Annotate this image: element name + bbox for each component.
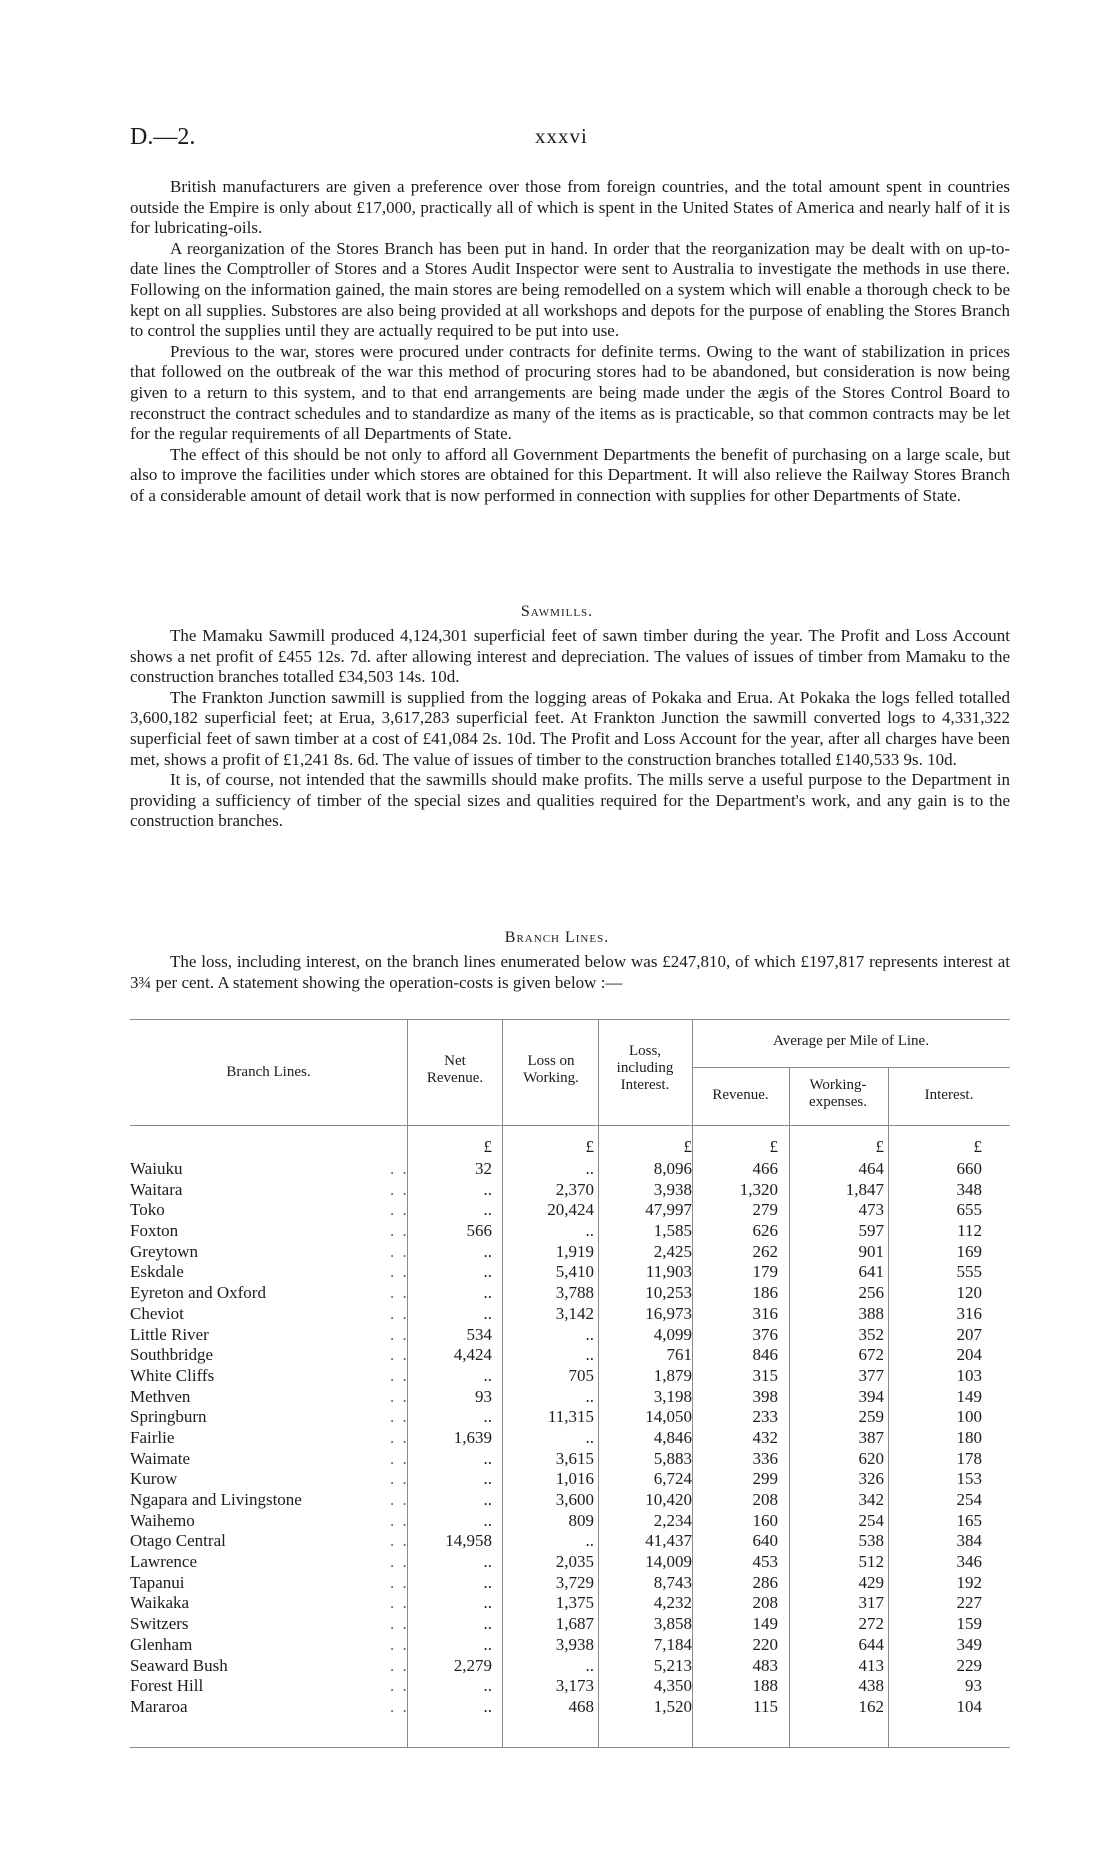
branch-name: Otago Central — [130, 1531, 226, 1551]
loss-on-working-value: 1,016 — [555, 1469, 594, 1489]
revenue-per-mile-value: 279 — [752, 1200, 778, 1220]
table-row — [130, 1635, 1010, 1656]
loss-including-interest-value: 2,425 — [653, 1241, 692, 1261]
net-revenue-value: .. — [483, 1365, 492, 1385]
loss-including-interest-value: 47,997 — [645, 1200, 692, 1220]
stores-section — [130, 177, 1010, 507]
table-body — [130, 1159, 1010, 1718]
net-revenue-value: .. — [483, 1696, 492, 1716]
unit-symbol: £ — [483, 1137, 492, 1156]
revenue-per-mile-value: 483 — [752, 1655, 778, 1675]
working-expenses-per-mile-value: 254 — [858, 1510, 884, 1530]
loss-on-working-value: 809 — [568, 1510, 594, 1530]
loss-on-working-value: 1,687 — [555, 1614, 594, 1634]
loss-including-interest-value: 41,437 — [645, 1531, 692, 1551]
working-expenses-per-mile-value: 162 — [858, 1696, 884, 1716]
branch-lines-table — [130, 1019, 1010, 1759]
header-interest: Interest. — [924, 1087, 974, 1103]
leader-dots: . . — [390, 1324, 409, 1344]
leader-dots: . . — [390, 1490, 409, 1509]
net-revenue-value: 4,424 — [453, 1345, 492, 1365]
loss-including-interest-value: 1,585 — [653, 1221, 692, 1241]
header-loss-on-working: Loss on Working. — [523, 1053, 579, 1086]
loss-including-interest-value: 14,050 — [645, 1407, 692, 1427]
net-revenue-value: .. — [483, 1469, 492, 1489]
interest-per-mile-value: 192 — [956, 1572, 982, 1592]
loss-including-interest-value: 3,938 — [653, 1179, 692, 1199]
table-row — [130, 1428, 1010, 1449]
paragraph: A reorganization of the Stores Branch has been put in hand. In order that the reorganization may be dealt with on up-to-date lines the Comptroller of Stores and a Stores Audit Inspector were sent to Australia to investigate the methods in use there. Following on the information gained, the main stores are being remodelled on a system which will enable a thorough check to be kept on all supplies. Substores are also being provided at all workshops and depots for the purpose of enabling the Stores Branch to control the supplies until they are actually required to be put into use. — [130, 238, 1010, 341]
table-row — [130, 1469, 1010, 1490]
sawmills-section — [130, 626, 1010, 832]
leader-dots: . . — [390, 1572, 409, 1592]
leader-dots: . . — [390, 1241, 409, 1261]
unit-symbol: £ — [875, 1137, 884, 1156]
interest-per-mile-value: 169 — [956, 1241, 982, 1261]
loss-including-interest-value: 11,903 — [645, 1262, 692, 1282]
branch-name: Springburn — [130, 1407, 207, 1427]
revenue-per-mile-value: 299 — [752, 1469, 778, 1489]
loss-including-interest-value: 8,096 — [653, 1159, 692, 1178]
interest-per-mile-value: 100 — [956, 1407, 982, 1427]
working-expenses-per-mile-value: 672 — [858, 1345, 884, 1365]
net-revenue-value: .. — [483, 1510, 492, 1530]
working-expenses-per-mile-value: 326 — [858, 1469, 884, 1489]
revenue-per-mile-value: 186 — [752, 1283, 778, 1303]
revenue-per-mile-value: 1,320 — [739, 1179, 778, 1199]
net-revenue-value: .. — [483, 1676, 492, 1696]
working-expenses-per-mile-value: 317 — [858, 1593, 884, 1613]
loss-including-interest-value: 10,253 — [645, 1283, 692, 1303]
branch-name: Eskdale — [130, 1262, 184, 1282]
revenue-per-mile-value: 640 — [752, 1531, 778, 1551]
interest-per-mile-value: 178 — [956, 1448, 982, 1468]
loss-on-working-value: .. — [585, 1427, 594, 1447]
table-row — [130, 1573, 1010, 1594]
leader-dots: . . — [390, 1593, 409, 1613]
branch-name: Waimate — [130, 1448, 190, 1468]
loss-including-interest-value: 3,858 — [653, 1614, 692, 1634]
loss-on-working-value: 3,615 — [555, 1448, 594, 1468]
table-row — [130, 1676, 1010, 1697]
branch-name: Fairlie — [130, 1427, 175, 1447]
net-revenue-value: 534 — [466, 1324, 492, 1344]
loss-on-working-value: .. — [585, 1159, 594, 1178]
branch-name: Waiuku — [130, 1159, 183, 1178]
loss-including-interest-value: 10,420 — [645, 1490, 692, 1509]
loss-on-working-value: 1,919 — [555, 1241, 594, 1261]
leader-dots: . . — [390, 1676, 409, 1696]
working-expenses-per-mile-value: 259 — [858, 1407, 884, 1427]
net-revenue-value: .. — [483, 1593, 492, 1613]
loss-on-working-value: 468 — [568, 1696, 594, 1716]
net-revenue-value: 566 — [466, 1221, 492, 1241]
net-revenue-value: .. — [483, 1200, 492, 1220]
leader-dots: . . — [390, 1427, 409, 1447]
revenue-per-mile-value: 233 — [752, 1407, 778, 1427]
net-revenue-value: 14,958 — [445, 1531, 492, 1551]
net-revenue-value: .. — [483, 1490, 492, 1509]
table-row — [130, 1242, 1010, 1263]
revenue-per-mile-value: 208 — [752, 1593, 778, 1613]
interest-per-mile-value: 180 — [956, 1427, 982, 1447]
working-expenses-per-mile-value: 342 — [858, 1490, 884, 1509]
leader-dots: . . — [390, 1614, 409, 1634]
loss-including-interest-value: 2,234 — [653, 1510, 692, 1530]
revenue-per-mile-value: 208 — [752, 1490, 778, 1509]
net-revenue-value: 93 — [475, 1386, 492, 1406]
document-reference: D.—2. — [130, 124, 196, 150]
leader-dots: . . — [390, 1365, 409, 1385]
loss-on-working-value: .. — [585, 1531, 594, 1551]
table-row — [130, 1387, 1010, 1408]
header-bottom-rule — [130, 1125, 1010, 1126]
header-loss-including-interest: Loss, including Interest. — [616, 1043, 674, 1093]
working-expenses-per-mile-value: 394 — [858, 1386, 884, 1406]
working-expenses-per-mile-value: 413 — [858, 1655, 884, 1675]
table-row — [130, 1325, 1010, 1346]
branch-name: Toko — [130, 1200, 165, 1220]
branch-name: Forest Hill — [130, 1676, 204, 1696]
loss-including-interest-value: 5,883 — [653, 1448, 692, 1468]
branch-name: Methven — [130, 1386, 191, 1406]
branch-name: Ngapara and Livingstone — [130, 1490, 302, 1509]
working-expenses-per-mile-value: 388 — [858, 1303, 884, 1323]
working-expenses-per-mile-value: 901 — [858, 1241, 884, 1261]
branch-name: Switzers — [130, 1614, 189, 1634]
revenue-per-mile-value: 846 — [752, 1345, 778, 1365]
loss-on-working-value: 3,938 — [555, 1634, 594, 1654]
loss-including-interest-value: 1,879 — [653, 1365, 692, 1385]
header-working-expenses: Working-expenses. — [809, 1077, 867, 1110]
revenue-per-mile-value: 115 — [753, 1696, 778, 1716]
interest-per-mile-value: 159 — [956, 1614, 982, 1634]
net-revenue-value: 32 — [475, 1159, 492, 1178]
paragraph: The loss, including interest, on the branch lines enumerated below was £247,810, of which £197,817 represents interest at 3¾ per cent. A statement showing the operation-costs is given below :— — [130, 952, 1010, 992]
branch-name: Mararoa — [130, 1696, 188, 1716]
loss-on-working-value: 3,729 — [555, 1572, 594, 1592]
unit-symbol: £ — [585, 1137, 594, 1156]
unit-symbol: £ — [769, 1137, 778, 1156]
table-top-rule — [130, 1019, 1010, 1020]
branch-name: Tapanui — [130, 1572, 185, 1592]
working-expenses-per-mile-value: 538 — [858, 1531, 884, 1551]
branch-name: Southbridge — [130, 1345, 214, 1365]
table-row — [130, 1697, 1010, 1718]
header-average-per-mile: Average per Mile of Line. — [773, 1033, 929, 1049]
paragraph: It is, of course, not intended that the sawmills should make profits. The mills serve a useful purpose to the Department in providing a sufficiency of timber of the special sizes and qualities required for the Department's work, and any gain is to the construction branches. — [130, 770, 1010, 831]
table-bottom-rule — [130, 1747, 1010, 1748]
interest-per-mile-value: 229 — [956, 1655, 982, 1675]
interest-per-mile-value: 349 — [956, 1634, 982, 1654]
net-revenue-value: .. — [483, 1407, 492, 1427]
revenue-per-mile-value: 179 — [752, 1262, 778, 1282]
interest-per-mile-value: 165 — [956, 1510, 982, 1530]
loss-on-working-value: 705 — [568, 1365, 594, 1385]
branch-name: Foxton — [130, 1221, 179, 1241]
paragraph: The Mamaku Sawmill produced 4,124,301 superficial feet of sawn timber during the year. The Profit and Loss Account shows a net profit of £455 12s. 7d. after allowing interest and depreciation. The values of issues of timber from Mamaku to the construction branches totalled £34,503 14s. 10d. — [130, 626, 1010, 687]
interest-per-mile-value: 348 — [956, 1179, 982, 1199]
loss-on-working-value: .. — [585, 1324, 594, 1344]
branch-name: Cheviot — [130, 1303, 184, 1323]
net-revenue-value: .. — [483, 1572, 492, 1592]
table-row — [130, 1593, 1010, 1614]
branch-name: Little River — [130, 1324, 209, 1344]
interest-per-mile-value: 104 — [956, 1696, 982, 1716]
revenue-per-mile-value: 336 — [752, 1448, 778, 1468]
branch-lines-heading: Branch Lines. — [504, 929, 610, 946]
leader-dots: . . — [390, 1552, 409, 1572]
table-row — [130, 1511, 1010, 1532]
revenue-per-mile-value: 432 — [752, 1427, 778, 1447]
net-revenue-value: 2,279 — [453, 1655, 492, 1675]
interest-per-mile-value: 346 — [956, 1552, 982, 1572]
revenue-per-mile-value: 466 — [752, 1159, 778, 1178]
revenue-per-mile-value: 286 — [752, 1572, 778, 1592]
interest-per-mile-value: 112 — [957, 1221, 982, 1241]
leader-dots: . . — [390, 1634, 409, 1654]
revenue-per-mile-value: 160 — [752, 1510, 778, 1530]
interest-per-mile-value: 204 — [956, 1345, 982, 1365]
leader-dots: . . — [390, 1159, 409, 1178]
leader-dots: . . — [390, 1655, 409, 1675]
working-expenses-per-mile-value: 387 — [858, 1427, 884, 1447]
net-revenue-value: .. — [483, 1448, 492, 1468]
interest-per-mile-value: 655 — [956, 1200, 982, 1220]
loss-on-working-value: .. — [585, 1221, 594, 1241]
table-row — [130, 1366, 1010, 1387]
branch-lines-intro — [130, 952, 1010, 993]
table-row — [130, 1200, 1010, 1221]
sawmills-heading: Sawmills. — [520, 603, 594, 620]
interest-per-mile-value: 207 — [956, 1324, 982, 1344]
working-expenses-per-mile-value: 473 — [858, 1200, 884, 1220]
net-revenue-value: .. — [483, 1241, 492, 1261]
net-revenue-value: .. — [483, 1552, 492, 1572]
working-expenses-per-mile-value: 352 — [858, 1324, 884, 1344]
loss-including-interest-value: 761 — [666, 1345, 692, 1365]
revenue-per-mile-value: 149 — [752, 1614, 778, 1634]
header-net-revenue: Net Revenue. — [426, 1053, 484, 1086]
loss-including-interest-value: 14,009 — [645, 1552, 692, 1572]
table-row — [130, 1180, 1010, 1201]
branch-name: Eyreton and Oxford — [130, 1283, 266, 1303]
table-row — [130, 1614, 1010, 1635]
branch-name: Waitara — [130, 1179, 183, 1199]
loss-on-working-value: 3,173 — [555, 1676, 594, 1696]
table-row — [130, 1159, 1010, 1180]
interest-per-mile-value: 660 — [956, 1159, 982, 1178]
leader-dots: . . — [390, 1221, 409, 1241]
net-revenue-value: 1,639 — [453, 1427, 492, 1447]
interest-per-mile-value: 149 — [956, 1386, 982, 1406]
net-revenue-value: .. — [483, 1634, 492, 1654]
loss-on-working-value: 1,375 — [555, 1593, 594, 1613]
net-revenue-value: .. — [483, 1262, 492, 1282]
interest-per-mile-value: 384 — [956, 1531, 982, 1551]
net-revenue-value: .. — [483, 1179, 492, 1199]
unit-symbol: £ — [973, 1137, 982, 1156]
branch-name: Waihemo — [130, 1510, 195, 1530]
revenue-per-mile-value: 453 — [752, 1552, 778, 1572]
loss-including-interest-value: 8,743 — [653, 1572, 692, 1592]
leader-dots: . . — [390, 1200, 409, 1220]
working-expenses-per-mile-value: 512 — [858, 1552, 884, 1572]
working-expenses-per-mile-value: 377 — [858, 1365, 884, 1385]
working-expenses-per-mile-value: 620 — [858, 1448, 884, 1468]
branch-name: Kurow — [130, 1469, 178, 1489]
loss-on-working-value: .. — [585, 1386, 594, 1406]
loss-on-working-value: 5,410 — [555, 1262, 594, 1282]
branch-name: Seaward Bush — [130, 1655, 228, 1675]
working-expenses-per-mile-value: 641 — [858, 1262, 884, 1282]
leader-dots: . . — [390, 1407, 409, 1427]
interest-per-mile-value: 316 — [956, 1303, 982, 1323]
page-number: xxxvi — [535, 124, 588, 148]
paragraph: The Frankton Junction sawmill is supplied from the logging areas of Pokaka and Erua. At Pokaka the logs felled totalled 3,600,182 superficial feet; at Erua, 3,617,283 superficial feet. At Frankton Junction the sawmill converted logs to 4,331,322 superficial feet of sawn timber at a cost of £41,084 2s. 10d. The Profit and Loss Account for the year, after all charges have been met, shows a profit of £1,241 8s. 6d. The value of issues of timber to the construction branches totalled £140,533 9s. 10d. — [130, 687, 1010, 769]
table-row — [130, 1262, 1010, 1283]
leader-dots: . . — [390, 1283, 409, 1303]
interest-per-mile-value: 227 — [956, 1593, 982, 1613]
loss-on-working-value: 3,600 — [555, 1490, 594, 1509]
working-expenses-per-mile-value: 256 — [858, 1283, 884, 1303]
loss-including-interest-value: 4,350 — [653, 1676, 692, 1696]
paragraph: Previous to the war, stores were procured under contracts for definite terms. Owing to the want of stabilization in prices that followed on the outbreak of the war this method of procuring stores had to be abandoned, but consideration is now being given to a return to this system, and to that end arrangements are being made under the ægis of the Stores Control Board to reconstruct the contract schedules and to standardize as many of the items as is practicable, so that common contracts may be let for the regular requirements of all Departments of State. — [130, 341, 1010, 444]
interest-per-mile-value: 93 — [965, 1676, 982, 1696]
loss-including-interest-value: 1,520 — [653, 1696, 692, 1716]
branch-name: Glenham — [130, 1634, 193, 1654]
interest-per-mile-value: 120 — [956, 1283, 982, 1303]
revenue-per-mile-value: 188 — [752, 1676, 778, 1696]
branch-name: Greytown — [130, 1241, 198, 1261]
table-row — [130, 1283, 1010, 1304]
header-branch-lines: Branch Lines. — [226, 1064, 311, 1080]
loss-including-interest-value: 3,198 — [653, 1386, 692, 1406]
table-row — [130, 1449, 1010, 1470]
loss-including-interest-value: 6,724 — [653, 1469, 692, 1489]
loss-including-interest-value: 16,973 — [645, 1303, 692, 1323]
loss-on-working-value: .. — [585, 1345, 594, 1365]
interest-per-mile-value: 103 — [956, 1365, 982, 1385]
table-row — [130, 1531, 1010, 1552]
revenue-per-mile-value: 262 — [752, 1241, 778, 1261]
table-row — [130, 1490, 1010, 1511]
paragraph: British manufacturers are given a preference over those from foreign countries, and the total amount spent in countries outside the Empire is only about £17,000, practically all of which is spent in the United States of America and nearly half of it is for lubricating-oils. — [130, 177, 1010, 238]
revenue-per-mile-value: 220 — [752, 1634, 778, 1654]
loss-on-working-value: 2,370 — [555, 1179, 594, 1199]
leader-dots: . . — [390, 1448, 409, 1468]
loss-including-interest-value: 4,232 — [653, 1593, 692, 1613]
revenue-per-mile-value: 376 — [752, 1324, 778, 1344]
table-row — [130, 1221, 1010, 1242]
table-row — [130, 1552, 1010, 1573]
working-expenses-per-mile-value: 644 — [858, 1634, 884, 1654]
working-expenses-per-mile-value: 429 — [858, 1572, 884, 1592]
table-row — [130, 1407, 1010, 1428]
interest-per-mile-value: 555 — [956, 1262, 982, 1282]
leader-dots: . . — [390, 1386, 409, 1406]
working-expenses-per-mile-value: 272 — [858, 1614, 884, 1634]
branch-name: Lawrence — [130, 1552, 198, 1572]
working-expenses-per-mile-value: 597 — [858, 1221, 884, 1241]
header-revenue: Revenue. — [712, 1087, 769, 1103]
loss-on-working-value: 3,788 — [555, 1283, 594, 1303]
interest-per-mile-value: 254 — [956, 1490, 982, 1509]
revenue-per-mile-value: 316 — [752, 1303, 778, 1323]
table-row — [130, 1345, 1010, 1366]
leader-dots: . . — [390, 1510, 409, 1530]
net-revenue-value: .. — [483, 1614, 492, 1634]
paragraph: The effect of this should be not only to afford all Government Departments the benefit of purchasing on a large scale, but also to improve the facilities under which stores are obtained for this Department. It will also relieve the Railway Stores Branch of a considerable amount of detail work that is now performed in connection with supplies for other Departments of State. — [130, 444, 1010, 505]
loss-including-interest-value: 5,213 — [653, 1655, 692, 1675]
revenue-per-mile-value: 626 — [752, 1221, 778, 1241]
loss-on-working-value: 20,424 — [547, 1200, 594, 1220]
leader-dots: . . — [390, 1179, 409, 1199]
leader-dots: . . — [390, 1696, 409, 1716]
net-revenue-value: .. — [483, 1283, 492, 1303]
loss-including-interest-value: 4,846 — [653, 1427, 692, 1447]
unit-symbol: £ — [683, 1137, 692, 1156]
loss-on-working-value: .. — [585, 1655, 594, 1675]
branch-name: Waikaka — [130, 1593, 190, 1613]
leader-dots: . . — [390, 1303, 409, 1323]
table-row — [130, 1304, 1010, 1325]
net-revenue-value: .. — [483, 1303, 492, 1323]
average-subheader-rule — [692, 1067, 1010, 1068]
working-expenses-per-mile-value: 464 — [858, 1159, 884, 1178]
table-row — [130, 1656, 1010, 1677]
branch-name: White Cliffs — [130, 1365, 215, 1385]
revenue-per-mile-value: 398 — [752, 1386, 778, 1406]
leader-dots: . . — [390, 1531, 409, 1551]
leader-dots: . . — [390, 1469, 409, 1489]
leader-dots: . . — [390, 1262, 409, 1282]
revenue-per-mile-value: 315 — [752, 1365, 778, 1385]
loss-on-working-value: 3,142 — [555, 1303, 594, 1323]
working-expenses-per-mile-value: 438 — [858, 1676, 884, 1696]
working-expenses-per-mile-value: 1,847 — [845, 1179, 884, 1199]
loss-on-working-value: 11,315 — [547, 1407, 594, 1427]
loss-on-working-value: 2,035 — [555, 1552, 594, 1572]
interest-per-mile-value: 153 — [956, 1469, 982, 1489]
loss-including-interest-value: 4,099 — [653, 1324, 692, 1344]
leader-dots: . . — [390, 1345, 409, 1365]
loss-including-interest-value: 7,184 — [653, 1634, 692, 1654]
